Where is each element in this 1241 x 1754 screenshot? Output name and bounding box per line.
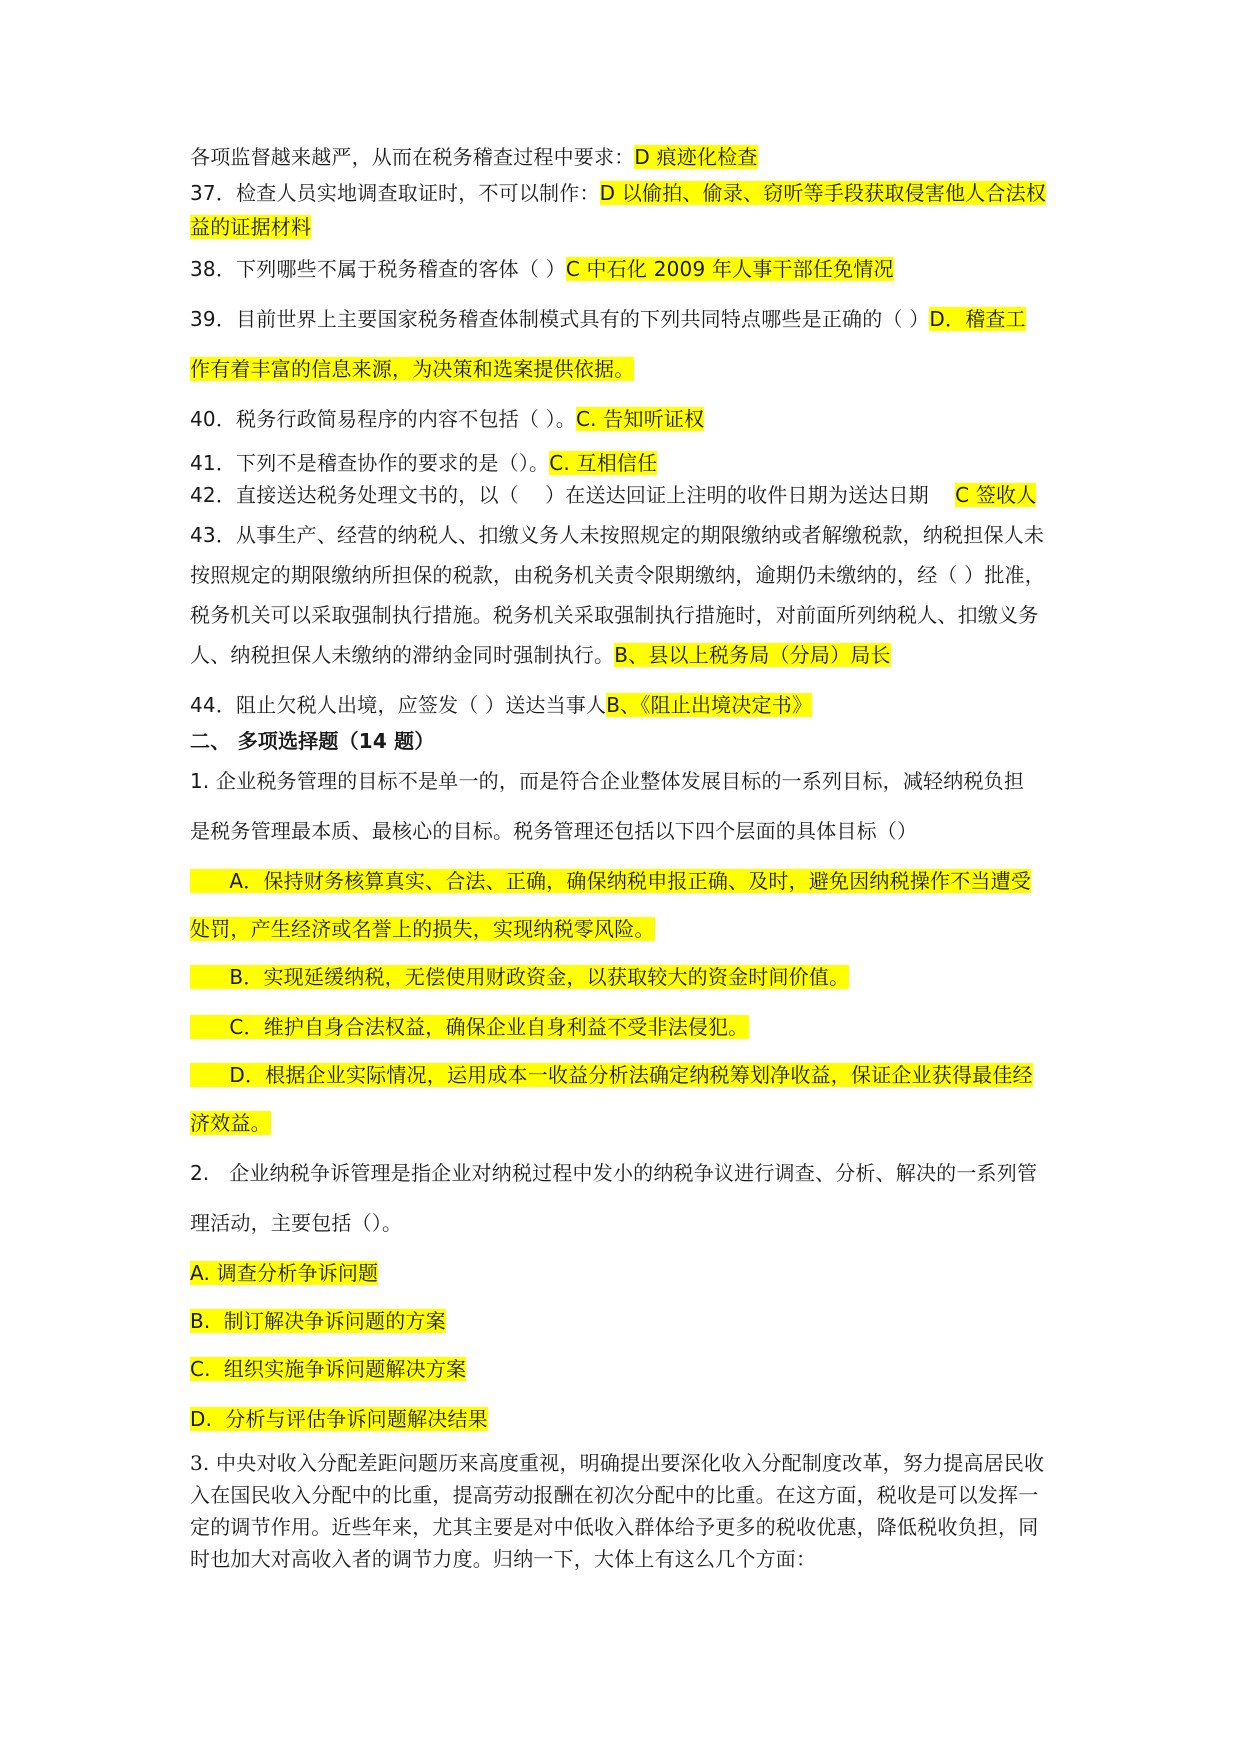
- m2-option-d: [190, 1404, 1070, 1434]
- m2-line-2: 理活动，主要包括（）。: [190, 1211, 403, 1235]
- answer-highlight: 益的证据材料: [190, 215, 312, 239]
- m1-line-2: 是税务管理最本质、最核心的目标。税务管理还包括以下四个层面的具体目标（）: [190, 819, 918, 843]
- answer-highlight: 作有着丰富的信息来源，为决策和选案提供依据。: [190, 357, 635, 381]
- q42-line: [190, 480, 1070, 510]
- m3-line-1: 3. 中央对收入分配差距问题历来高度重视，明确提出要深化收入分配制度改革，努力提高居民收: [190, 1451, 1045, 1475]
- answer-highlight: C 签收人: [955, 483, 1037, 507]
- answer-highlight: A. 调查分析争诉问题: [190, 1261, 379, 1285]
- m1-option-d-line-1: [190, 1060, 1070, 1090]
- answer-highlight: D．根据企业实际情况，运用成本一收益分析法确定纳税筹划净收益，保证企业获得最佳经: [190, 1063, 1033, 1087]
- answer-highlight: C 中石化 2009 年人事干部任免情况: [565, 257, 894, 281]
- m1-line-1: 1. 企业税务管理的目标不是单一的，而是符合企业整体发展目标的一系列目标，减轻纳税负担: [190, 769, 1025, 793]
- m3-line-4: 时也加大对高收入者的调节力度。归纳一下，大体上有这么几个方面：: [190, 1547, 817, 1571]
- answer-highlight: C. 组织实施争诉问题解决方案: [190, 1357, 467, 1381]
- answer-highlight: D. 分析与评估争诉问题解决结果: [190, 1407, 488, 1431]
- m1-option-a-line-1: [190, 866, 1070, 896]
- q43-line-4: [190, 640, 1070, 670]
- m1-option-d-line-2: [190, 1108, 1070, 1138]
- q43-line-1: 43．从事生产、经营的纳税人、扣缴义务人未按照规定的期限缴纳或者解缴税款，纳税担保人未: [190, 523, 1045, 547]
- q37-line-1: [190, 178, 1070, 208]
- answer-highlight: A．保持财务核算真实、合法、正确，确保纳税申报正确、及时，避免因纳税操作不当遭受: [190, 869, 1032, 893]
- answer-highlight: D．稽查工: [929, 307, 1026, 331]
- q41-line: [190, 448, 1070, 478]
- q43-line-2: 按照规定的期限缴纳所担保的税款，由税务机关责令限期缴纳，逾期仍未缴纳的，经（ ）批准，: [190, 563, 1045, 587]
- m2-option-c: [190, 1354, 1070, 1384]
- question-text: 各项监督越来越严，从而在税务稽查过程中要求：: [190, 145, 635, 169]
- m1-option-c: [190, 1012, 1070, 1042]
- section-heading: 二、 多项选择题（14 题）: [190, 729, 435, 753]
- question-text: 人、纳税担保人未缴纳的滞纳金同时强制执行。: [190, 643, 615, 667]
- answer-highlight: D 痕迹化检查: [634, 145, 758, 169]
- q40-line: [190, 404, 1070, 434]
- answer-highlight: D 以偷拍、偷录、窃听等手段获取侵害他人合法权: [599, 181, 1047, 205]
- question-text: 38．下列哪些不属于税务稽查的客体（ ）: [190, 257, 566, 281]
- question-text: 37．检查人员实地调查取证时，不可以制作：: [190, 181, 600, 205]
- m2-option-a: [190, 1258, 1070, 1288]
- question-text: 40．税务行政简易程序的内容不包括（ ）。: [190, 407, 577, 431]
- q44-line: [190, 690, 1070, 720]
- answer-highlight: 济效益。: [190, 1111, 271, 1135]
- answer-highlight: B. 制订解决争诉问题的方案: [190, 1309, 446, 1333]
- answer-highlight: C. 告知听证权: [576, 407, 705, 431]
- m3-line-2: 入在国民收入分配中的比重，提高劳动报酬在初次分配中的比重。在这方面，税收是可以发挥一: [190, 1483, 1039, 1507]
- answer-highlight: B、县以上税务局（分局）局长: [614, 643, 891, 667]
- answer-highlight: C．维护自身合法权益，确保企业自身利益不受非法侵犯。: [190, 1015, 749, 1039]
- question-text: 41．下列不是稽查协作的要求的是（）。: [190, 451, 550, 475]
- m1-option-a-line-2: [190, 914, 1070, 944]
- answer-highlight: B．实现延缓纳税，无偿使用财政资金，以获取较大的资金时间价值。: [190, 965, 850, 989]
- m3-line-3: 定的调节作用。近些年来，尤其主要是对中低收入群体给予更多的税收优惠，降低税收负担，同: [190, 1515, 1039, 1539]
- q38-line: [190, 254, 1070, 284]
- answer-highlight: B、《阻止出境决定书》: [606, 693, 813, 717]
- answer-highlight: C. 互相信任: [549, 451, 658, 475]
- q43-line-3: 税务机关可以采取强制执行措施。税务机关采取强制执行措施时，对前面所列纳税人、扣缴义务: [190, 603, 1039, 627]
- question-text: 44．阻止欠税人出境，应签发（ ）送达当事人: [190, 693, 607, 717]
- q37-line-2: [190, 212, 1070, 242]
- answer-highlight: 处罚，产生经济或名誉上的损失，实现纳税零风险。: [190, 917, 655, 941]
- q36-line: [190, 142, 1070, 172]
- m2-line-1: 2. 企业纳税争诉管理是指企业对纳税过程中发小的纳税争议进行调查、分析、解决的一系列管: [190, 1161, 1038, 1185]
- q39-line-1: [190, 304, 1070, 334]
- q39-line-2: [190, 354, 1070, 384]
- m2-option-b: [190, 1306, 1070, 1336]
- question-text: 42．直接送达税务处理文书的，以（ ）在送达回证上注明的收件日期为送达日期: [190, 483, 956, 507]
- m1-option-b: [190, 962, 1070, 992]
- question-text: 39．目前世界上主要国家税务稽查体制模式具有的下列共同特点哪些是正确的（ ）: [190, 307, 930, 331]
